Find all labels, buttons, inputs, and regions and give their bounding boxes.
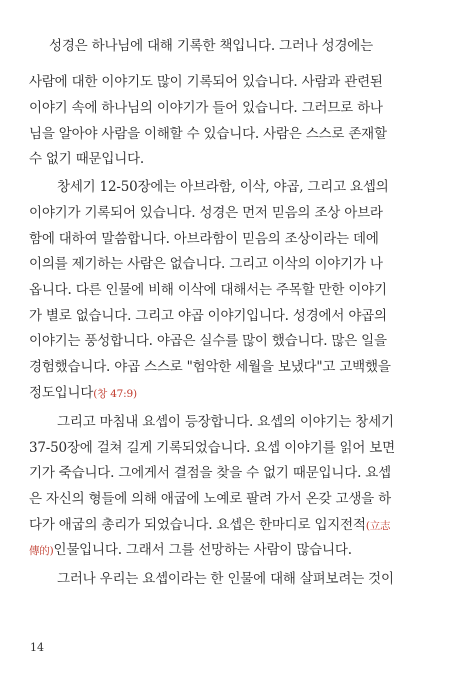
paragraph-2-line-3: 함에 대하여 말씀합니다. 아브라함이 믿음의 조상이라는 데에	[29, 231, 379, 247]
paragraph-1-line-3: 이야기 속에 하나님의 이야기가 들어 있습니다. 그러므로 하나	[29, 100, 383, 116]
paragraph-2-line-9-text: 정도입니다	[29, 385, 94, 401]
paragraph-4-line-1: 그러나 우리는 요셉이라는 한 인물에 대해 살펴보려는 것이	[57, 571, 394, 587]
paragraph-2-line-5: 옵니다. 다른 인물에 비해 이삭에 대해서는 주목할 만한 이야기	[29, 282, 387, 298]
paragraph-3-line-4: 은 자신의 형들에 의해 애굽에 노예로 팔려 가서 온갖 고생을 하	[29, 491, 391, 507]
paragraph-2-line-9	[29, 380, 439, 406]
paragraph-2-line-8: 경험했습니다. 야곱 스스로 "험악한 세월을 보냈다"고 고백했을	[29, 359, 391, 375]
paragraph-3-line-5	[29, 512, 439, 538]
paragraph-1-line-5: 수 없기 때문입니다.	[29, 151, 145, 167]
paragraph-3-line-6-text: 인물입니다. 그래서 그를 선망하는 사람이 많습니다.	[53, 542, 352, 558]
paragraph-2-line-1: 창세기 12-50장에는 아브라함, 이삭, 야곱, 그리고 요셉의	[57, 179, 389, 195]
paragraph-2-line-6: 가 별로 없습니다. 그리고 야곱 이야기입니다. 성경에서 야곱의	[29, 308, 387, 324]
hanja-annotation-start: (立志	[365, 520, 391, 532]
paragraph-2-line-7: 이야기는 풍성합니다. 야곱은 실수를 많이 했습니다. 많은 일을	[29, 333, 387, 349]
paragraph-3-line-1: 그리고 마침내 요셉이 등장합니다. 요셉의 이야기는 창세기	[57, 414, 394, 430]
paragraph-3-line-5-text: 다가 애굽의 총리가 되었습니다. 요셉은 한마디로 입지전적	[29, 517, 366, 533]
paragraph-3-line-2: 37-50장에 걸쳐 길게 기록되었습니다. 요셉 이야기를 읽어 보면	[29, 440, 395, 456]
paragraph-1-line-2: 사람에 대한 이야기도 많이 기록되어 있습니다. 사람과 관련된	[29, 74, 383, 90]
paragraph-1-line-4: 님을 알아야 사람을 이해할 수 있습니다. 사람은 스스로 존재할	[29, 126, 387, 142]
paragraph-3-line-6	[29, 537, 439, 563]
hanja-annotation-end: 傳的)	[29, 545, 54, 557]
page-number: 14	[30, 641, 44, 654]
paragraph-1-line-1: 성경은 하나님에 대해 기록한 책입니다. 그러나 성경에는	[49, 38, 373, 54]
paragraph-2-line-2: 이야기가 기록되어 있습니다. 성경은 먼저 믿음의 조상 아브라	[29, 205, 383, 221]
paragraph-3-line-3: 기가 죽습니다. 그에게서 결점을 찾을 수 없기 때문입니다. 요셉	[29, 465, 391, 481]
paragraph-2-line-4: 이의를 제기하는 사람은 없습니다. 그리고 이삭의 이야기가 나	[29, 256, 383, 272]
scripture-reference: (창 47:9)	[93, 388, 137, 400]
